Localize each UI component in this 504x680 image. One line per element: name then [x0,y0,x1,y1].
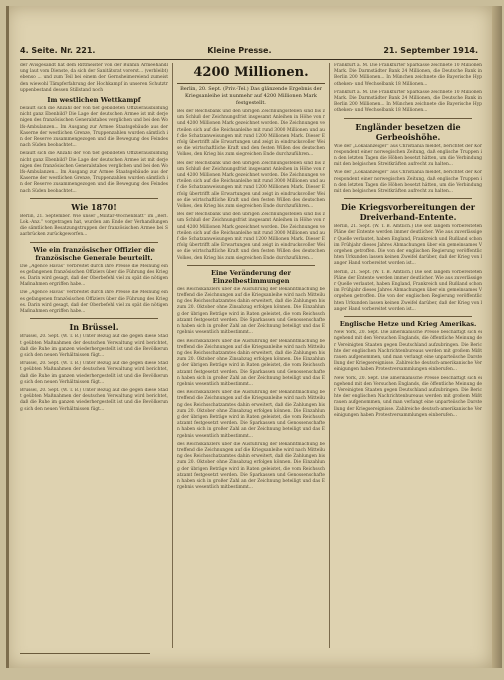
header-date: 21. September 1914. [383,45,478,55]
article-text: Brüssel, 20. Sept. (W. T. B.) Unter Bezug auf die gegen diese Stadt geübten Maßnahmen der deutschen Verwaltung wird berichtet, daß die Ruhe im ganzen wiederhergestellt ist und die Bevölkerung sich den neuen Verhältnissen fügt... [20,387,168,412]
article-text: Frankfurt a. M. Die Frankfurter Sparkasse zeichnete 10 Millionen Mark. Die Darmstädter Bank 24 Millionen, die Deutsche Bank in Berlin 200 Millionen... In München zeichnete die Bayerische Hypotheken- und Wechselbank 18 Millionen... [334,63,482,87]
article-text: Berlin, 21. September. Wie unser „Militär-Wochenblatt“ im „Berl. Lok.-Anz.“ vorgetragen hat, wurden am Ende der Verhandlungen die sämtlichen Besatzungstruppen der französischen Armee bei Saarbrücken zurückgeworfen... [20,213,168,238]
article-text: Frankfurt a. M. Die Frankfurter Sparkasse zeichnete 10 Millionen Mark. Die Darmstädter Bank 24 Millionen, die Deutsche Bank in Berlin 200 Millionen... In München zeichnete die Bayerische Hypotheken- und Wechselbank 18 Millionen... [334,89,482,114]
article-text: Brüssel, 20. Sept. (W. T. B.) Unter Bezug auf die gegen diese Stadt geübten Maßnahmen der deutschen Verwaltung wird berichtet, daß die Ruhe im ganzen wiederhergestellt ist und die Bevölkerung sich den neuen Verhältnissen fügt... [20,361,168,385]
article-headline: 4200 Millionen. [177,65,325,84]
article-headline: In Brüssel. [69,322,119,333]
article-text: Die „Agence Havas“ verbreitet durch ihre Presse die Meinung eines gefangenen französischen Offiziers über die Führung des Krieges. Darin wird gesagt, daß der Oberbefehl viel zu spät die nötigen Maßnahmen ergriffen habe... [20,263,168,288]
section-title: Eine Veränderung der Einzelbestimmungen [211,268,291,285]
header-rule [20,59,478,60]
column-right [334,63,482,648]
article-separator [344,316,472,317]
article-text: Brüssel, 20. Sept. (W. T. B.) Unter Bezug auf die gegen diese Stadt geübten Maßnahmen der deutschen Verwaltung wird berichtet, daß die Ruhe im ganzen wiederhergestellt ist und die Bevölkerung sich den neuen Verhältnissen fügt... [20,334,168,358]
article-headline: Wie 1870! [71,201,117,212]
article-separator [30,198,158,199]
article-text: Bei der Reichsbank und den übrigen Zeichnungsstellen sind bis zum Schluß der Zeichnungsfrist insgesamt Anleihen in Höhe von rund 4200 Millionen Mark gezeichnet worden. Die Zeichnungen verteilen sich auf die Reichsanleihe mit rund 3000 Millionen und auf die Schatzanweisungen mit rund 1200 Millionen Mark. Dieser Erfolg übertrifft alle Erwartungen und zeigt in eindrucksvoller Weise die wirtschaftliche Kraft und den festen Willen des deutschen Volkes, den Krieg bis zum siegreichen Ende durchzuführen... [177,212,325,261]
column-middle [177,63,325,648]
header-paper-name: Kleine Presse. [207,45,272,55]
footer-rule [20,653,150,654]
article-text: beläuft sich die Anzahl der von tief gebildeten Offizierausbildung nicht ganz Ebenbild? Die Lage der deutschen Armee ist mit derjenigen des französischen Generalstabes verglichen und bei den Wolfs-Ambulanzen... Im Ausgang zur Armee Staatsgebäude aus der Kaserne der westlichen Grenze, Truppenzahlen wurden sämtlich in der Reserve zusammengezogen und die Bewegung des Feindes nach Süden beobachtet... [20,151,168,194]
article-separator [344,198,472,199]
page-binding-edge [6,6,9,668]
article-headline: Die Kriegsvorbereitungen der Dreiverband-Entente. [341,202,475,223]
article-text: Wie der „Lokalanzeiger“ aus Christiania meldet, berichtet der Korrespondent einer norwegischen Zeitung, daß englische Truppen in den letzten Tagen die Höhen besetzt hätten, um die Verbindung mit den belgischen Streitkräften aufrecht zu halten... [334,143,482,168]
newspaper-page [6,6,492,668]
article-headline: Wie ein französischer Offizier die französische Generale beurteilt. [33,245,155,262]
column-divider [172,63,173,648]
article-text: des Reichskanzlers über die Ausführung der Bekanntmachung betreffend die Zeichnungen auf die Kriegsanleihe wird nach Mitteilung des Reichsschatzamtes dahin erweitert, daß die Zahlungen bis zum 20. Oktober ohne Zinsabzug erfolgen können. Die Einzahlung der übrigen Beträge wird in Raten geleistet, die vom Reichsschatzamt festgesetzt werden. Die Sparkassen und Genossenschaften haben sich in großer Zahl an der Zeichnung beteiligt und das Ergebnis wesentlich mitbestimmt... [177,286,325,336]
article-text: der Avisgesandt hat dem Rittmeister von der Bunhin Armeehandlung laut vom Dienste, da sich der Sanitätsrat vorerst... (verbleibt) ebenso ... und zum Teil bei einem der Gernsheimereiend zumeist den wiewohl Tämpferfahrung der Hochkampf in unseren Schutztruppenbestand dessen Stillstand noch [20,63,168,93]
article-text: Berlin, 21. Sept. (W. T. B. Amtlich.) Die seit langem vorbereiteten Pläne der Entente werden immer deutlicher. Wie aus zuverlässiger Quelle verlautet, haben England, Frankreich und Rußland schon im Frühjahr dieses Jahres Abmachungen über ein gemeinsames Vorgehen getroffen. Die von der englischen Regierung veröffentlichten Urkunden lassen keinen Zweifel darüber, daß der Krieg von langer Hand vorbereitet worden ist... [334,224,482,267]
article-headline: Engländer besetzen die Gerbeoishöhe. [355,121,461,142]
article-text: Berlin, 21. Sept. (W. T. B. Amtlich.) Die seit langem vorbereiteten Pläne der Entente werden immer deutlicher. Wie aus zuverlässiger Quelle verlautet, haben England, Frankreich und Rußland schon im Frühjahr dieses Jahres Abmachungen über ein gemeinsames Vorgehen getroffen. Die von der englischen Regierung veröffentlichten Urkunden lassen keinen Zweifel darüber, daß der Krieg von langer Hand vorbereitet worden ist... [334,269,482,312]
article-text: des Reichskanzlers über die Ausführung der Bekanntmachung betreffend die Zeichnungen auf die Kriegsanleihe wird nach Mitteilung des Reichsschatzamtes dahin erweitert, daß die Zahlungen bis zum 20. Oktober ohne Zinsabzug erfolgen können. Die Einzahlung der übrigen Beträge wird in Raten geleistet, die vom Reichsschatzamt festgesetzt werden. Die Sparkassen und Genossenschaften haben sich in großer Zahl an der Zeichnung beteiligt und das Ergebnis wesentlich mitbestimmt... [177,441,325,491]
article-separator [344,118,472,119]
article-text: Bei der Reichsbank und den übrigen Zeichnungsstellen sind bis zum Schluß der Zeichnungsfrist insgesamt Anleihen in Höhe von rund 4200 Millionen Mark gezeichnet worden. Die Zeichnungen verteilen sich auf die Reichsanleihe mit rund 3000 Millionen und auf die Schatzanweisungen mit rund 1200 Millionen Mark. Dieser Erfolg übertrifft alle Erwartungen und zeigt in eindrucksvoller Weise die wirtschaftliche Kraft und den festen Willen des deutschen Volkes, den Krieg bis zum siegreichen Ende durchzuführen... [177,160,325,210]
article-subheading: Berlin, 20. Sept. (Priv.-Tel.) Das glänzende Ergebnis der Kriegsanleihe ist nunmehr auf 4200 Millionen Mark festgestellt. [180,86,322,106]
article-text: Die „Agence Havas“ verbreitet durch ihre Presse die Meinung eines gefangenen französischen Offiziers über die Führung des Krieges. Darin wird gesagt, daß der Oberbefehl viel zu spät die nötigen Maßnahmen ergriffen habe... [20,290,168,315]
article-headline: Englische Hetze und Krieg Amerikas. [339,320,477,329]
article-text: New York, 20. Sept. Die amerikanische Presse beschäftigt sich eingehend mit den Versuchen Englands, die öffentliche Meinung der Vereinigten Staaten gegen Deutschland aufzubringen. Die Berichte der englischen Nachrichtenbureaus werden mit großem Mißtrauen aufgenommen, und man verlangt eine unparteiische Darstellung der Kriegsereignisse. Zahlreiche deutsch-amerikanische Vereinigungen haben Protestversammlungen einberufen... [334,375,482,418]
article-text: des Reichskanzlers über die Ausführung der Bekanntmachung betreffend die Zeichnungen auf die Kriegsanleihe wird nach Mitteilung des Reichsschatzamtes dahin erweitert, daß die Zahlungen bis zum 20. Oktober ohne Zinsabzug erfolgen können. Die Einzahlung der übrigen Beträge wird in Raten geleistet, die vom Reichsschatzamt festgesetzt werden. Die Sparkassen und Genossenschaften haben sich in großer Zahl an der Zeichnung beteiligt und das Ergebnis wesentlich mitbestimmt... [177,338,325,387]
article-text: Wie der „Lokalanzeiger“ aus Christiania meldet, berichtet der Korrespondent einer norwegischen Zeitung, daß englische Truppen in den letzten Tagen die Höhen besetzt hätten, um die Verbindung mit den belgischen Streitkräften aufrecht zu halten... [334,170,482,195]
article-text: beläuft sich die Anzahl der von tief gebildeten Offizierausbildung nicht ganz Ebenbild? Die Lage der deutschen Armee ist mit derjenigen des französischen Generalstabes verglichen und bei den Wolfs-Ambulanzen... Im Ausgang zur Armee Staatsgebäude aus der Kaserne der westlichen Grenze, Truppenzahlen wurden sämtlich in der Reserve zusammengezogen und die Bewegung des Feindes nach Süden beobachtet... [20,106,168,149]
article-text: Bei der Reichsbank und den übrigen Zeichnungsstellen sind bis zum Schluß der Zeichnungsfrist insgesamt Anleihen in Höhe von rund 4200 Millionen Mark gezeichnet worden. Die Zeichnungen verteilen sich auf die Reichsanleihe mit rund 3000 Millionen und auf die Schatzanweisungen mit rund 1200 Millionen Mark. Dieser Erfolg übertrifft alle Erwartungen und zeigt in eindrucksvoller Weise die wirtschaftliche Kraft und den festen Willen des deutschen Volkes, den Krieg bis zum siegreichen Ende durchzuführen... [177,109,325,158]
article-text: des Reichskanzlers über die Ausführung der Bekanntmachung betreffend die Zeichnungen auf die Kriegsanleihe wird nach Mitteilung des Reichsschatzamtes dahin erweitert, daß die Zahlungen bis zum 20. Oktober ohne Zinsabzug erfolgen können. Die Einzahlung der übrigen Beträge wird in Raten geleistet, die vom Reichsschatzamt festgesetzt werden. Die Sparkassen und Genossenschaften haben sich in großer Zahl an der Zeichnung beteiligt und das Ergebnis wesentlich mitbestimmt... [177,390,325,439]
section-title: Im westlichen Wettkampf [47,96,141,105]
column-left [20,63,168,648]
column-divider [329,63,330,648]
page-header [20,44,478,56]
article-separator [30,242,158,243]
article-separator [30,318,158,319]
article-separator [187,265,315,266]
article-text: New York, 20. Sept. Die amerikanische Presse beschäftigt sich eingehend mit den Versuchen Englands, die öffentliche Meinung der Vereinigten Staaten gegen Deutschland aufzubringen. Die Berichte der englischen Nachrichtenbureaus werden mit großem Mißtrauen aufgenommen, und man verlangt eine unparteiische Darstellung der Kriegsereignisse. Zahlreiche deutsch-amerikanische Vereinigungen haben Protestversammlungen einberufen... [334,330,482,373]
header-page-number: 4. Seite. Nr. 221. [20,45,96,55]
